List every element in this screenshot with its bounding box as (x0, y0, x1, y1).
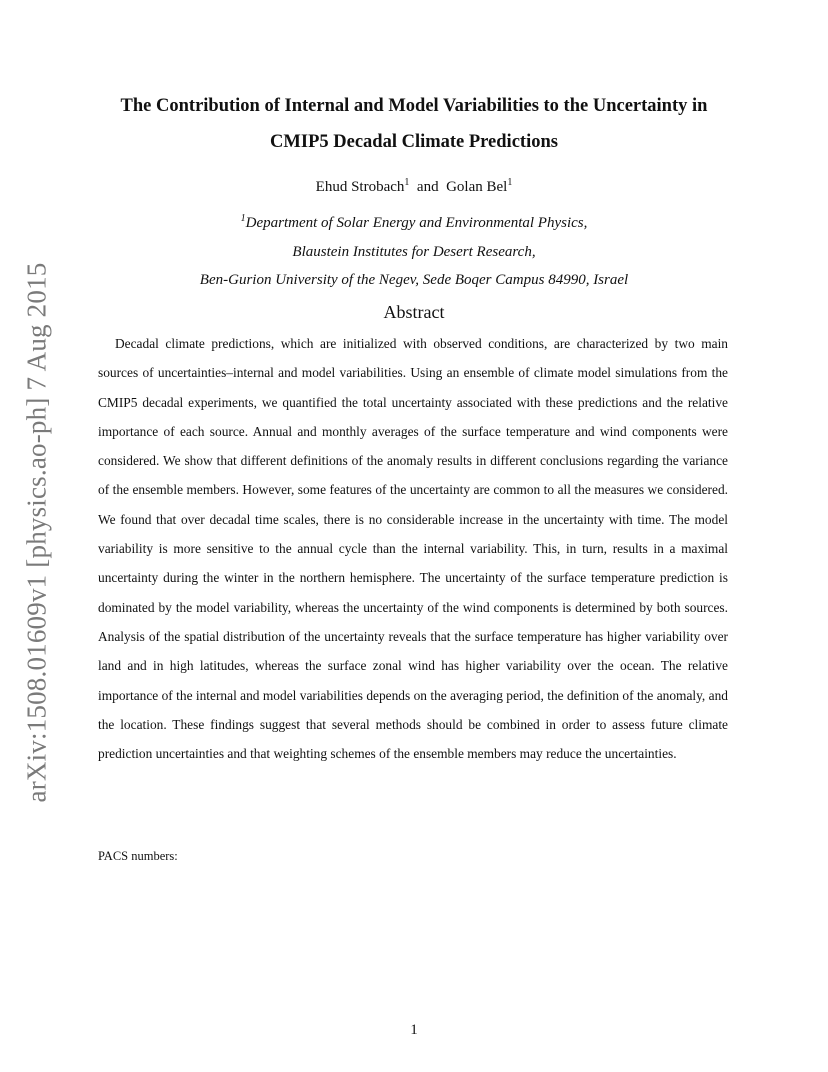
affiliation-line (60, 209, 768, 238)
abstract-heading: Abstract (383, 302, 445, 322)
page-number: 1 (410, 1022, 418, 1038)
author-name: Golan Bel (446, 179, 508, 195)
paper-title-line-2: CMIP5 Decadal Climate Predictions (270, 132, 558, 152)
author-list (60, 176, 768, 198)
paper-title-line-1: The Contribution of Internal and Model Variabilities to the Uncertainty in (120, 96, 708, 116)
pacs-numbers: PACS numbers: (98, 849, 178, 863)
affiliation-marker: 1 (404, 177, 410, 188)
affiliation-department: Department of Solar Energy and Environmental Physics, (245, 215, 588, 231)
author-conjunction: and (416, 179, 439, 195)
affiliation-block (60, 209, 768, 295)
affiliation-university: Ben-Gurion University of the Negev, Sede Boqer Campus 84990, Israel (199, 272, 629, 288)
paper-title (60, 88, 768, 160)
author-name: Ehud Strobach (315, 179, 405, 195)
arxiv-identifier-stamp (22, 255, 52, 810)
affiliation-marker: 1 (240, 213, 246, 224)
arxiv-identifier-text: arXiv:1508.01609v1 [physics.ao-ph] 7 Aug 2015 (21, 262, 52, 803)
affiliation-institute: Blaustein Institutes for Desert Research, (292, 243, 536, 260)
abstract-text: Decadal climate predictions, which are initialized with observed conditions, are characterized by two main sources of uncertainties–internal and model variabilities. Using an ensemble of climate model simulations from the CMIP5 decadal experiments, we quantified the total uncertainty associated with these predictions and the relative importance of each source. Annual and monthly averages of the surface temperature and wind components were considered. We show that different definitions of the anomaly results in different conclusions regarding the variance of the ensemble members. However, some features of the uncertainty are common to all the measures we considered. We found that over decadal time scales, there is no considerable increase in the uncertainty with time. The model variability is more sensitive to the annual cycle than the internal variability. This, in turn, results in a maximal uncertainty during the winter in the northern hemisphere. The uncertainty of the surface temperature prediction is dominated by the model variability, whereas the uncertainty of the wind components is determined by both sources. Analysis of the spatial distribution of the uncertainty reveals that the surface temperature has higher variability over land and in high latitudes, whereas the surface zonal wind has higher variability over the ocean. The relative importance of the internal and model variabilities depends on the averaging period, the definition of the anomaly, and the location. These findings suggest that several methods should be combined in order to assess future climate prediction uncertainties and that weighting schemes of the ensemble members may reduce the uncertainties. (98, 336, 728, 762)
affiliation-marker: 1 (507, 177, 513, 188)
